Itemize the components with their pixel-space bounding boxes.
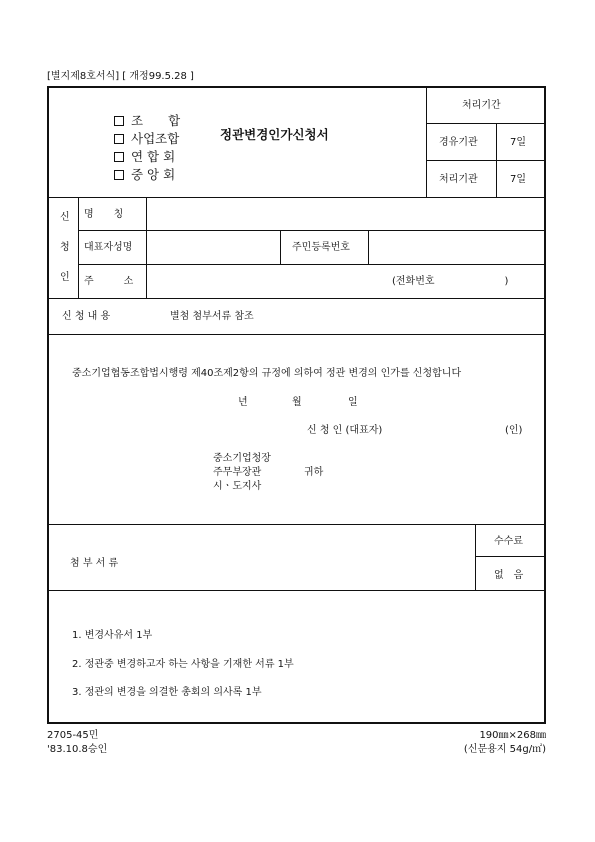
checkbox-icon <box>114 152 124 162</box>
divider <box>146 198 147 298</box>
divider <box>79 264 545 265</box>
divider <box>48 590 545 591</box>
seal-mark: (인) <box>505 425 523 436</box>
form-id: [별지제8호서식] [ 개정99.5.28 ] <box>47 71 194 82</box>
date-day: 일 <box>348 397 358 408</box>
resident-no-label: 주민등록번호 <box>292 242 350 253</box>
form-code: 2705-45민 <box>47 730 99 741</box>
statement-body: 중소기업협동조합법시행령 제40조제2항의 규정에 의하여 정관 변경의 인가를 신청합니다 <box>72 368 462 379</box>
divider <box>78 198 79 298</box>
fee-label: 수수료 <box>494 536 523 547</box>
resident-no-field[interactable] <box>372 234 542 260</box>
address-label: 주 소 <box>84 276 134 287</box>
checkbox-icon <box>114 170 124 180</box>
divider <box>475 525 476 590</box>
via-agency-days: 7일 <box>510 137 527 148</box>
attachment-item: 2. 정관중 변경하고자 하는 사항을 기재한 서류 1부 <box>72 659 294 670</box>
attachment-item: 3. 정관의 변경을 의결한 총회의 의사록 1부 <box>72 687 262 698</box>
divider <box>426 123 545 124</box>
divider <box>426 160 545 161</box>
option-label: 사업조합 <box>131 131 180 146</box>
divider <box>48 298 545 299</box>
option-label: 조 합 <box>131 113 181 128</box>
paper-type: (신문용지 54g/㎡) <box>463 744 546 755</box>
option-label: 중 앙 회 <box>131 167 176 182</box>
divider <box>426 87 427 197</box>
via-agency-label: 경유기관 <box>439 137 478 148</box>
date-month: 월 <box>292 397 302 408</box>
applicant-group-label: 신 <box>60 212 70 223</box>
option-label: 연 합 회 <box>131 149 176 164</box>
divider <box>48 334 545 335</box>
date-year: 년 <box>238 397 248 408</box>
divider <box>368 231 369 264</box>
applicant-group-label: 청 <box>60 242 70 253</box>
approval-date: '83.10.8승인 <box>47 744 108 755</box>
option-union[interactable] <box>114 111 180 129</box>
option-central[interactable] <box>114 165 175 183</box>
divider <box>476 556 545 557</box>
recipient-local-gov: 시ㆍ도지사 <box>213 481 262 492</box>
rep-name-label: 대표자성명 <box>84 242 133 253</box>
applicant-group-label: 인 <box>60 272 70 283</box>
applicant-signature-line: 신 청 인 (대표자) <box>307 425 383 436</box>
form-title: 정관변경인가신청서 <box>220 127 329 142</box>
divider <box>496 123 497 197</box>
recipient-ministry: 주무부장관 <box>213 467 262 478</box>
paper-size: 190㎜×268㎜ <box>479 730 546 741</box>
attachment-item: 1. 변경사유서 1부 <box>72 630 153 641</box>
address-field[interactable] <box>150 268 380 294</box>
name-label: 명 칭 <box>84 209 124 220</box>
recipient-sme-admin: 중소기업청장 <box>213 453 271 464</box>
divider <box>280 231 281 264</box>
request-value: 별첨 첨부서류 참조 <box>170 311 254 322</box>
option-business-union[interactable] <box>114 129 179 147</box>
divider <box>79 230 545 231</box>
processing-agency-label: 처리기관 <box>439 174 478 185</box>
divider <box>48 197 545 198</box>
checkbox-icon <box>114 116 124 126</box>
option-federation[interactable] <box>114 147 175 165</box>
fee-value: 없 음 <box>494 570 524 581</box>
rep-name-field[interactable] <box>150 234 276 260</box>
processing-period-label: 처리기간 <box>462 100 501 111</box>
name-field[interactable] <box>150 201 542 227</box>
processing-agency-days: 7일 <box>510 174 527 185</box>
request-label: 신 청 내 용 <box>62 311 111 322</box>
divider <box>48 524 545 525</box>
honorific: 귀하 <box>304 467 324 478</box>
attachments-label: 첨 부 서 류 <box>70 558 119 569</box>
phone-label: (전화번호 ) <box>392 276 509 287</box>
checkbox-icon <box>114 134 124 144</box>
